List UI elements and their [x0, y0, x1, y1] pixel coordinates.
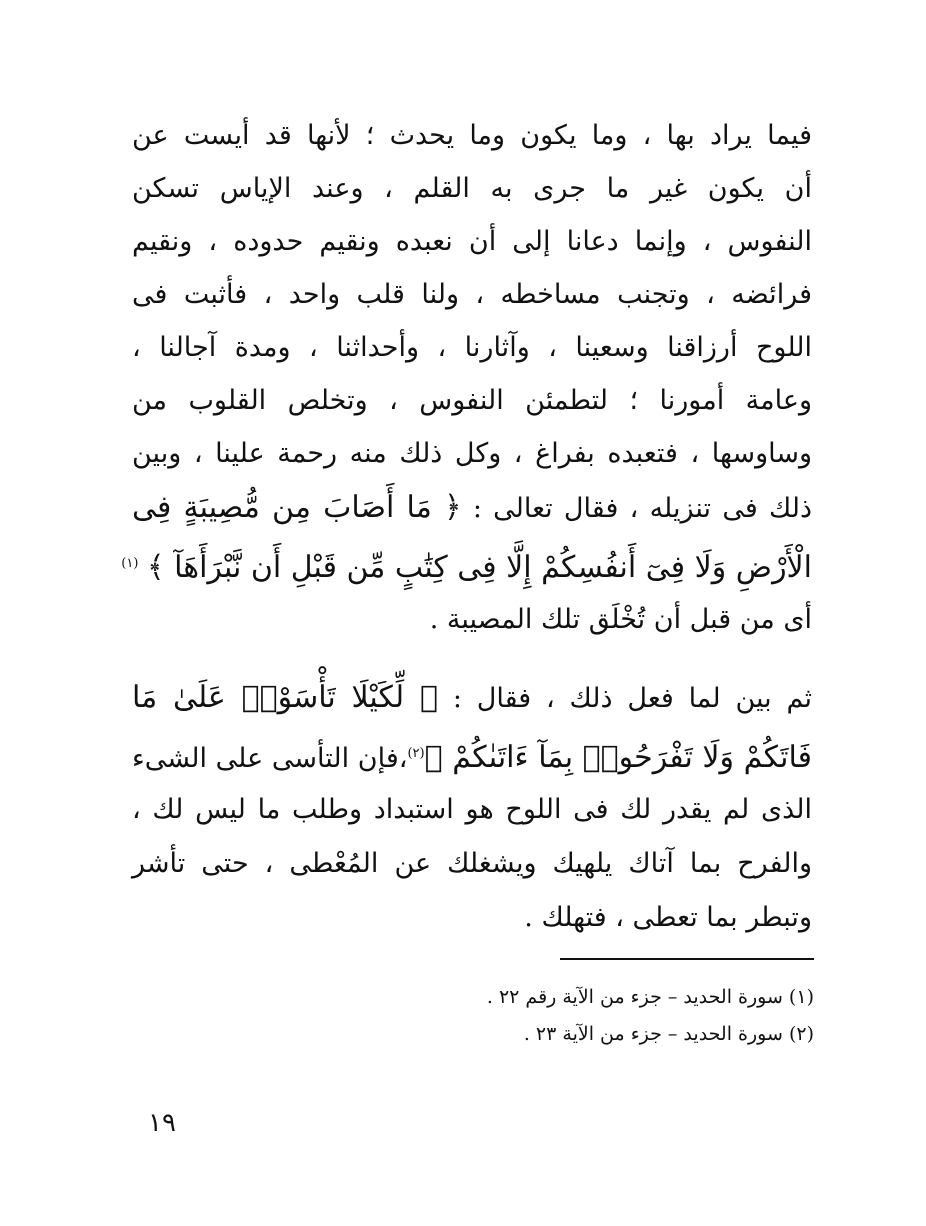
- quran-verse-2-part-2: فَاتَكُمْ وَلَا تَفْرَحُوا۟ بِمَآ ءَاتَىٰكُمْ ﴾: [424, 740, 812, 775]
- paragraph-1-line-5: اللوح أرزاقنا وسعينا ، وآثارنا ، وأحداثنا ، ومدة آجالنا ،: [132, 332, 812, 363]
- paragraph-1-line-4: فرائضه ، وتجنب مساخطه ، ولنا قلب واحد ، فأثبت فى: [132, 279, 812, 310]
- paragraph-2-line-4: والفرح بما آتاك يلهيك ويشغلك عن المُعْطى ، حتى تأشر: [132, 848, 812, 879]
- footnote-1: (١) سورة الحديد – جزء من الآية رقم ٢٢ .: [486, 986, 814, 1008]
- quran-verse-1-part-2: الْأَرْضِ وَلَا فِىٓ أَنفُسِكُمْ إِلَّا فِى كِتَٰبٍ مِّن قَبْلِ أَن نَّبْرَأَهَآ ﴾: [147, 550, 812, 585]
- paragraph-1-line-2: أن يكون غير ما جرى به القلم ، وعند الإياس تسكن: [132, 173, 812, 204]
- paragraph-1-line-3: النفوس ، وإنما دعانا إلى أن نعبده ونقيم حدوده ، ونقيم: [132, 226, 812, 257]
- paragraph-1-line-8: [132, 482, 812, 534]
- paragraph-2-intro: ثم بين لما فعل ذلك ، فقال :: [452, 683, 812, 714]
- footnote-separator: [560, 958, 814, 960]
- footnote-marker-2: (٢): [407, 746, 425, 761]
- paragraph-2-line-5: وتبطر بما تعطى ، فتهلك .: [524, 902, 812, 933]
- footnote-2: (٢) سورة الحديد – جزء من الآية ٢٣ .: [523, 1023, 814, 1045]
- footnote-marker-1: (١): [121, 556, 139, 571]
- paragraph-1-line-6: وعامة أمورنا ؛ لتطمئن النفوس ، وتخلص القلوب من: [132, 385, 812, 416]
- paragraph-2-line-1: [132, 672, 812, 724]
- quran-verse-1-part-1: ﴿ مَا أَصَابَ مِن مُّصِيبَةٍ فِى: [132, 490, 462, 525]
- line-8-text: ذلك فى تنزيله ، فقال تعالى :: [472, 493, 812, 524]
- paragraph-1-line-1: فيما يراد بها ، وما يكون وما يحدث ؛ لأنها قد أيست عن: [132, 120, 812, 151]
- paragraph-2-line-3: الذى لم يقدر لك فى اللوح هو استبداد وطلب ما ليس لك ،: [132, 794, 812, 825]
- quran-verse-2-part-1: ﴿ لِّكَيْلَا تَأْسَوْا۟ عَلَىٰ مَا: [132, 680, 438, 715]
- paragraph-2-line-2: [132, 728, 812, 780]
- page-number: ١٩: [148, 1108, 176, 1138]
- paragraph-2-line-2-text: ،فإن التأسى على الشىء: [132, 743, 408, 774]
- paragraph-1-line-10: أى من قبل أن تُخْلَق تلك المصيبة .: [429, 604, 812, 635]
- paragraph-1-line-7: وساوسها ، فتعبده بفراغ ، وكل ذلك منه رحمة علينا ، وبين: [132, 438, 812, 469]
- paragraph-1-line-9: [121, 538, 812, 590]
